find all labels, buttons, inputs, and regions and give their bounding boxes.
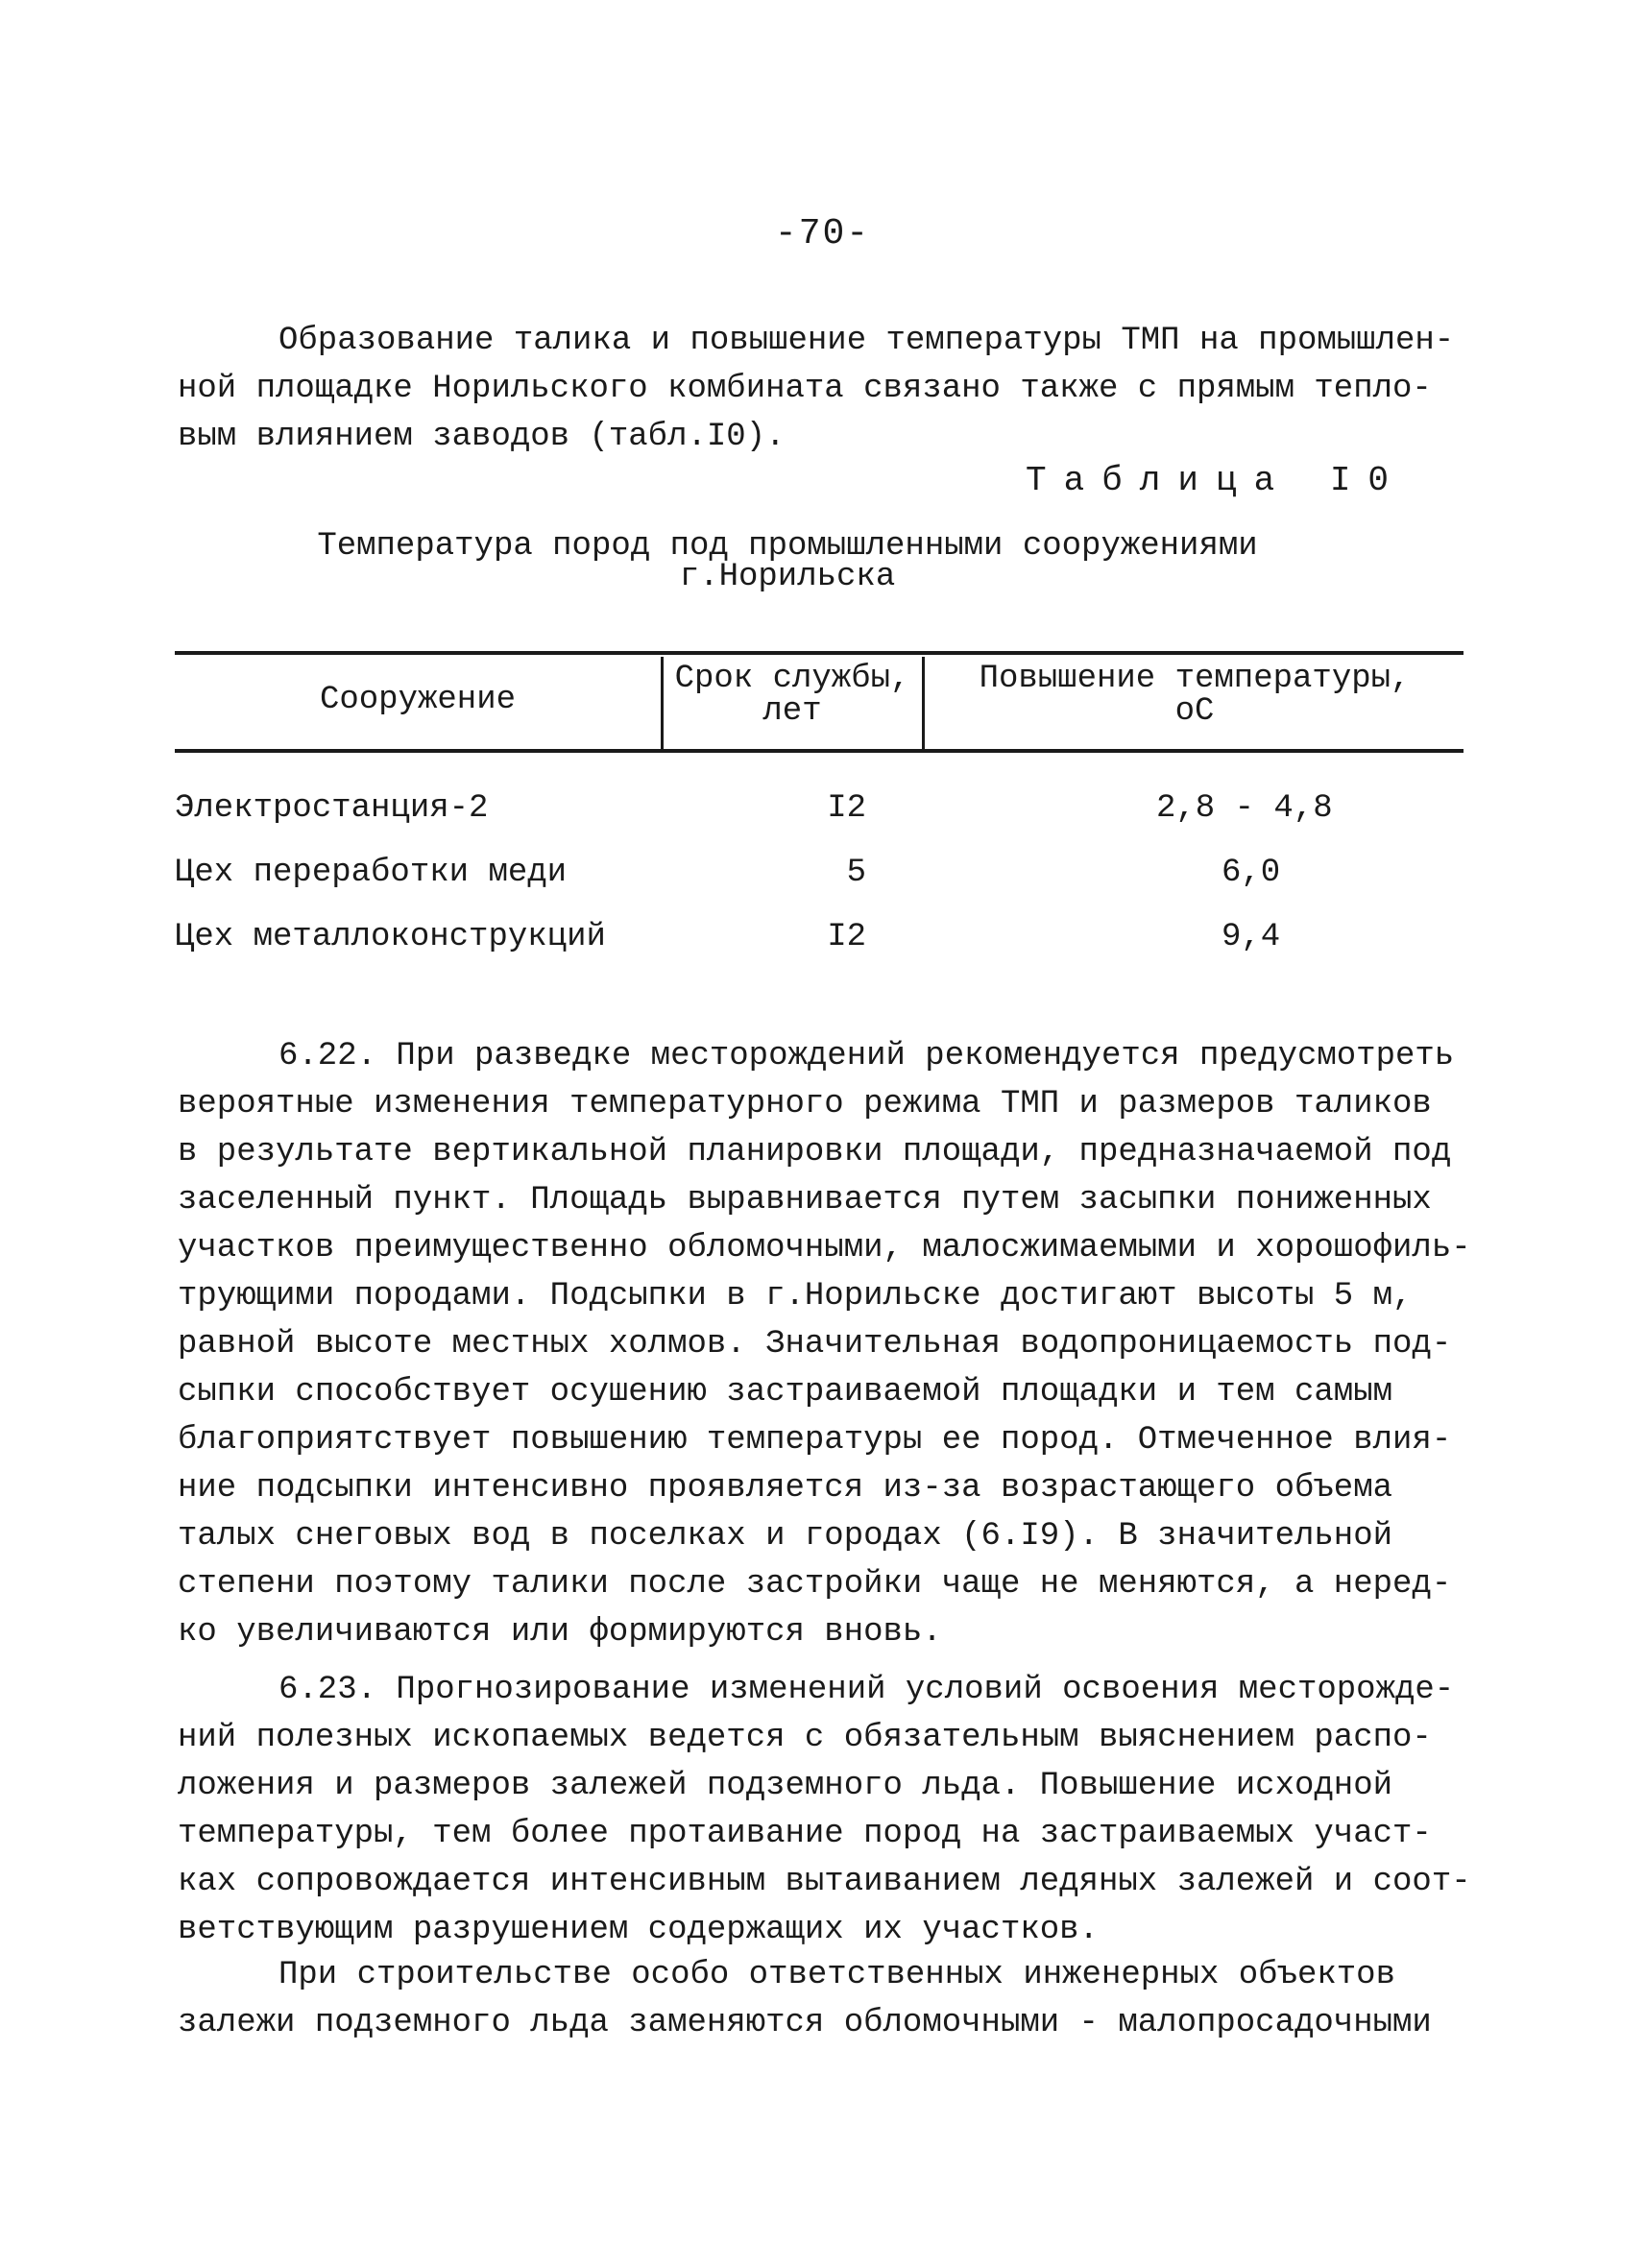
text-line: 6.23. Прогнозирование изменений условий освоения месторожде-	[278, 1672, 1455, 1708]
text-line: ложения и размеров залежей подземного льда. Повышение исходной	[178, 1768, 1393, 1804]
header-service-life	[665, 663, 920, 728]
text-line: благоприятствует повышению температуры ее пород. Отмеченное влия-	[178, 1422, 1452, 1459]
table-row	[175, 855, 1464, 903]
text-line: ной площадке Норильского комбината связано также с прямым тепло-	[178, 371, 1432, 407]
table-caption	[192, 528, 1383, 595]
text-line: ко увеличиваются или формируются вновь.	[178, 1614, 942, 1651]
page-number: -70-	[774, 213, 871, 254]
text-line: степени поэтому талики после застройки чаще не меняются, а неред-	[178, 1566, 1452, 1603]
cell-years: 5	[846, 855, 866, 891]
caption-line: Температура пород под промышленными сооружениями	[317, 528, 1258, 565]
table-col-divider	[922, 657, 925, 751]
table-row	[175, 790, 1464, 838]
text-line: вероятные изменения температурного режима ТМП и размеров таликов	[178, 1086, 1432, 1122]
paragraph-6-22	[178, 1032, 1471, 1656]
cell-years: I2	[827, 790, 866, 827]
text-line: талых снеговых вод в поселках и городах (6.I9). В значительной	[178, 1518, 1393, 1555]
header-structure: Сооружение	[319, 682, 517, 718]
table-row	[175, 919, 1464, 967]
cell-structure: Цех переработки меди	[175, 855, 568, 891]
text-line: равной высоте местных холмов. Значительная водопроницаемость под-	[178, 1326, 1452, 1363]
cell-increase: 2,8 - 4,8	[1156, 790, 1333, 827]
table-top-rule	[175, 651, 1464, 655]
text-line: Образование талика и повышение температуры ТМП на промышлен-	[278, 323, 1455, 359]
text-line: ках сопровождается интенсивным вытаиванием ледяных залежей и соот-	[178, 1864, 1471, 1900]
text-line: вым влиянием заводов (табл.I0).	[178, 419, 786, 455]
header-line: лет	[762, 693, 822, 730]
text-line: температуры, тем более протаивание пород на застраиваемых участ-	[178, 1816, 1432, 1852]
cell-increase: 6,0	[1222, 855, 1281, 891]
header-line: оС	[1174, 693, 1215, 730]
header-temperature-increase	[926, 663, 1464, 728]
header-line: Повышение температуры,	[979, 661, 1411, 697]
text-line: При строительстве особо ответственных инженерных объектов	[278, 1957, 1395, 1993]
intro-paragraph	[178, 317, 1464, 461]
cell-increase: 9,4	[1222, 919, 1281, 955]
caption-line: г.Норильска	[679, 559, 896, 595]
paragraph-last	[178, 1951, 1464, 2047]
text-line: ветствующим разрушением содержащих их участков.	[178, 1912, 1099, 1948]
table-header-rule	[175, 749, 1464, 753]
cell-years: I2	[827, 919, 866, 955]
text-line: залежи подземного льда заменяются обломочными - малопросадочными	[178, 2005, 1432, 2041]
text-line: в результате вертикальной планировки площади, предназначаемой под	[178, 1134, 1452, 1170]
text-line: 6.22. При разведке месторождений рекомендуется предусмотреть	[278, 1038, 1455, 1074]
header-line: Срок службы,	[674, 661, 910, 697]
text-line: участков преимущественно обломочными, малосжимаемыми и хорошофиль-	[178, 1230, 1471, 1267]
text-line: заселенный пункт. Площадь выравнивается путем засыпки пониженных	[178, 1182, 1432, 1218]
cell-structure: Цех металлоконструкций	[175, 919, 606, 955]
cell-structure: Электростанция-2	[175, 790, 489, 827]
table-label: Таблица I0	[1026, 461, 1407, 500]
text-line: трующими породами. Подсыпки в г.Норильске достигают высоты 5 м,	[178, 1278, 1413, 1315]
text-line: ние подсыпки интенсивно проявляется из-за возрастающего объема	[178, 1470, 1393, 1507]
paragraph-6-23	[178, 1666, 1471, 1954]
table-col-divider	[661, 657, 664, 751]
text-line: сыпки способствует осушению застраиваемой площадки и тем самым	[178, 1374, 1393, 1411]
text-line: ний полезных ископаемых ведется с обязательным выяснением распо-	[178, 1720, 1432, 1756]
